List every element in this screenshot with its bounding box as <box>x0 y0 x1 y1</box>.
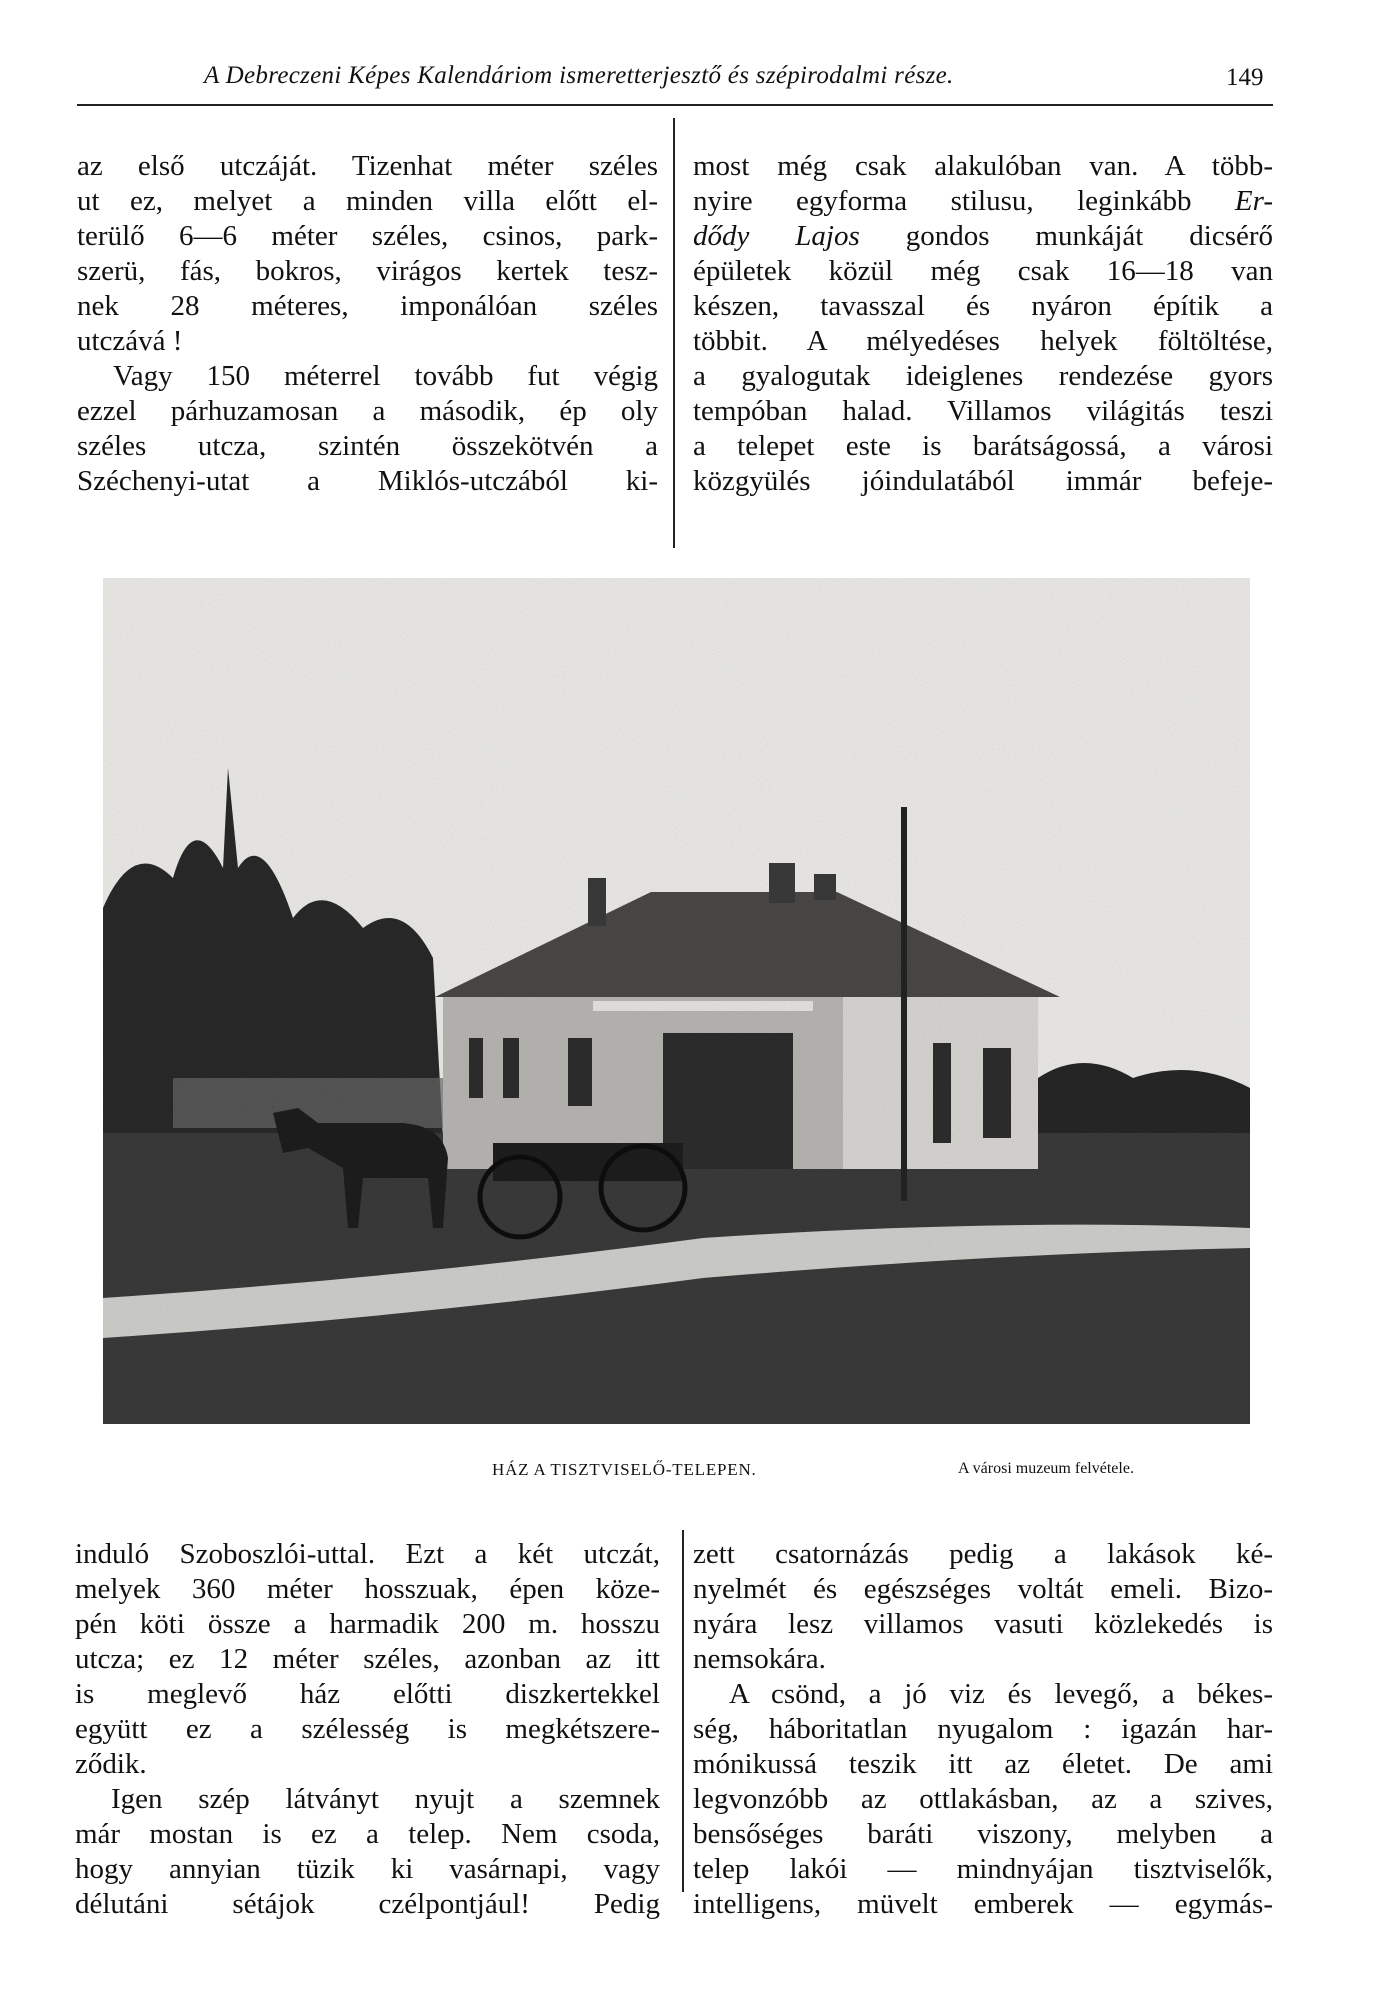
text-line <box>693 149 1273 184</box>
text-line <box>693 1747 1273 1782</box>
text-line <box>75 1747 660 1782</box>
text-segment: már mostan is ez a telep. Nem csoda, <box>75 1818 660 1850</box>
text-segment: melyek 360 méter hosszuak, épen köze- <box>75 1573 660 1605</box>
text-segment: intelligens, müvelt emberek — egymás- <box>693 1888 1273 1920</box>
text-line <box>77 254 658 289</box>
text-line <box>693 359 1273 394</box>
text-segment: a gyalogutak ideiglenes rendezése gyors <box>693 360 1273 392</box>
text-line <box>693 219 1273 254</box>
text-segment: széles utcza, szintén összekötvén a <box>77 430 658 462</box>
text-segment: közgyülés jóindulatából immár befeje- <box>693 465 1273 497</box>
text-segment: pén köti össze a harmadik 200 m. hosszu <box>75 1608 660 1640</box>
text-line <box>77 464 658 499</box>
text-line <box>693 1607 1273 1642</box>
window <box>933 1043 951 1143</box>
text-line <box>693 324 1273 359</box>
text-segment: telep lakói — mindnyájan tisztviselők, <box>693 1853 1273 1885</box>
text-segment: ezzel párhuzamosan a második, ép oly <box>77 395 658 427</box>
text-segment: mónikussá teszik itt az életet. De ami <box>693 1748 1273 1780</box>
text-line <box>77 429 658 464</box>
text-segment: hogy annyian tüzik ki vasárnapi, vagy <box>75 1853 660 1885</box>
text-line <box>693 1852 1273 1887</box>
window <box>469 1038 483 1098</box>
text-line <box>77 359 658 394</box>
text-line <box>693 1642 1273 1677</box>
text-line <box>75 1572 660 1607</box>
text-segment: bensőséges baráti viszony, melyben a <box>693 1818 1273 1850</box>
text-segment: induló Szoboszlói-uttal. Ezt a két utczát, <box>75 1538 660 1570</box>
text-segment: az első utczáját. Tizenhat méter széles <box>77 150 658 182</box>
text-line <box>77 149 658 184</box>
text-line <box>693 1677 1273 1712</box>
text-segment: többit. A mélyedéses helyek föltöltése, <box>693 325 1273 357</box>
text-line <box>693 1572 1273 1607</box>
text-segment: most még csak alakulóban van. A több- <box>693 150 1273 182</box>
text-segment: délutáni sétájok czélpontjául! Pedig <box>75 1888 660 1920</box>
text-segment: ződik. <box>75 1748 147 1780</box>
text-segment: utczává ! <box>77 325 183 357</box>
text-segment: nyelmét és egészséges voltát emeli. Bizo- <box>693 1573 1273 1605</box>
porch-roof <box>593 1001 813 1011</box>
header-rule <box>77 104 1273 106</box>
text-segment: utcza; ez 12 méter széles, azonban az itt <box>75 1643 660 1675</box>
top-left-column <box>77 149 658 499</box>
text-segment: nemsokára. <box>693 1643 826 1675</box>
running-header: A Debreczeni Képes Kalendáriom ismeretterjesztő és szépirodalmi része. <box>204 62 954 89</box>
text-segment: is meglevő ház előtti diszkertekkel <box>75 1678 660 1710</box>
text-line <box>693 1537 1273 1572</box>
text-segment: Igen szép látványt nyujt a szemnek <box>111 1783 660 1815</box>
window <box>568 1038 592 1106</box>
text-segment: ség, háboritatlan nyugalom : igazán har- <box>693 1713 1273 1745</box>
text-line <box>693 429 1273 464</box>
bottom-right-column <box>693 1537 1273 1922</box>
text-segment: nyire egyforma stilusu, leginkább <box>693 185 1235 217</box>
window <box>503 1038 519 1098</box>
text-segment: nyára lesz villamos vasuti közlekedés is <box>693 1608 1273 1640</box>
text-line <box>693 464 1273 499</box>
chimney <box>769 863 795 903</box>
text-line <box>693 1887 1273 1922</box>
column-divider-top <box>673 118 675 548</box>
text-line <box>77 324 658 359</box>
italic-name: dődy Lajos <box>693 220 860 252</box>
text-line <box>693 1817 1273 1852</box>
text-line <box>77 289 658 324</box>
text-line <box>75 1782 660 1817</box>
chimney <box>814 874 836 900</box>
top-right-column <box>693 149 1273 499</box>
text-line <box>77 394 658 429</box>
column-divider-bottom <box>682 1530 684 1892</box>
text-segment: ut ez, melyet a minden villa előtt el- <box>77 185 658 217</box>
text-segment: szerü, fás, bokros, virágos kertek tesz- <box>77 255 658 287</box>
text-line <box>75 1712 660 1747</box>
text-line <box>75 1537 660 1572</box>
text-segment: Vagy 150 méterrel tovább fut végig <box>113 360 658 392</box>
text-line <box>693 184 1273 219</box>
text-line <box>77 184 658 219</box>
text-segment: készen, tavasszal és nyáron építik a <box>693 290 1273 322</box>
text-segment: épületek közül még csak 16—18 van <box>693 255 1273 287</box>
page-number: 149 <box>1226 64 1264 91</box>
text-segment: zett csatornázás pedig a lakások ké- <box>693 1538 1273 1570</box>
italic-name: Er- <box>1234 185 1273 217</box>
text-line <box>77 219 658 254</box>
photo-caption: HÁZ A TISZTVISELŐ-TELEPEN. <box>492 1460 757 1479</box>
text-line <box>693 1712 1273 1747</box>
text-line <box>75 1607 660 1642</box>
text-segment: legvonzóbb az ottlakásban, az a szives, <box>693 1783 1273 1815</box>
text-segment: terülő 6—6 méter széles, csinos, park- <box>77 220 658 252</box>
text-line <box>75 1642 660 1677</box>
telegraph-pole <box>901 807 907 1201</box>
text-line <box>693 394 1273 429</box>
text-line <box>75 1817 660 1852</box>
text-line <box>75 1852 660 1887</box>
text-line <box>693 289 1273 324</box>
fence <box>173 1078 463 1128</box>
photograph-house <box>103 578 1250 1424</box>
text-segment: A csönd, a jó viz és levegő, a békes- <box>729 1678 1273 1710</box>
text-segment: a telepet este is barátságossá, a városi <box>693 430 1273 462</box>
window <box>983 1048 1011 1138</box>
text-segment: nek 28 méteres, imponálóan széles <box>77 290 658 322</box>
text-segment: gondos munkáját dicsérő <box>859 220 1274 252</box>
text-segment: együtt ez a szélesség is megkétszere- <box>75 1713 660 1745</box>
text-segment: Széchenyi-utat a Miklós-utczából ki- <box>77 465 658 497</box>
text-line <box>75 1887 660 1922</box>
text-line <box>693 254 1273 289</box>
photo-credit: A városi muzeum felvétele. <box>958 1460 1134 1477</box>
chimney <box>588 878 606 926</box>
text-line <box>75 1677 660 1712</box>
bottom-left-column <box>75 1537 660 1922</box>
text-segment: tempóban halad. Villamos világitás teszi <box>693 395 1273 427</box>
text-line <box>693 1782 1273 1817</box>
